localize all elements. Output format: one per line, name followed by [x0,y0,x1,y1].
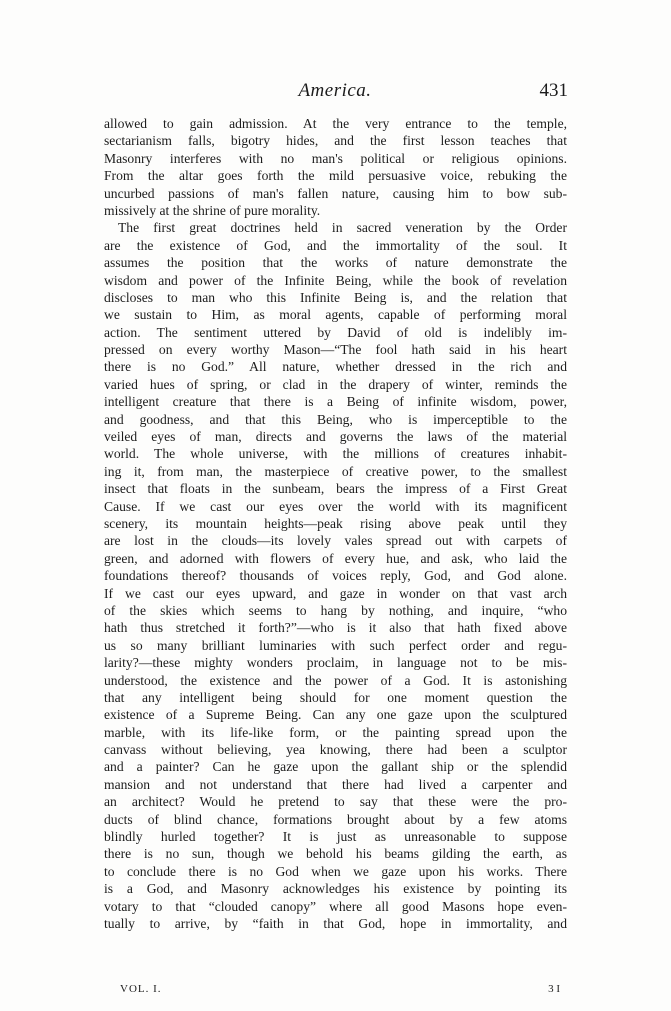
text-line: canvass without believing, yea knowing, there had been a sculptor [104,742,567,758]
text-line: are the existence of God, and the immortality of the soul. It [104,237,567,253]
text-line: Cause. If we cast our eyes over the world with its magnificent [104,498,567,514]
text-line: there is no sun, though we behold his beams gilding the earth, as [104,846,567,862]
text-line: varied hues of spring, or clad in the drapery of winter, reminds the [104,376,567,392]
text-line: there is no God.” All nature, whether dressed in the rich and [104,359,567,375]
text-line: pressed on every worthy Mason—“The fool hath said in his heart [104,342,567,358]
text-line: existence of a Supreme Being. Can any one gaze upon the sculptured [104,707,567,723]
text-line: foundations thereof? thousands of voices reply, God, and God alone. [104,568,567,584]
text-line: action. The sentiment uttered by David of old is indelibly im- [104,324,567,340]
text-line: sectarianism falls, bigotry hides, and the first lesson teaches that [104,133,567,149]
text-line: is a God, and Masonry acknowledges his existence by pointing its [104,881,567,897]
text-line: insect that floats in the sunbeam, bears the impress of a First Great [104,481,567,497]
text-line: to conclude there is no God when we gaze upon his works. There [104,863,567,879]
text-line: veiled eyes of man, directs and governs the laws of the material [104,429,567,445]
text-line: we sustain to Him, as moral agents, capable of performing moral [104,307,567,323]
text-line: intelligent creature that there is a Being of infinite wisdom, power, [104,394,567,410]
text-line: wisdom and power of the Infinite Being, while the book of revelation [104,272,567,288]
text-line: of the skies which seems to hang by nothing, and inquire, “who [104,602,567,618]
paragraph-start-line: The first great doctrines held in sacred veneration by the Order [118,220,567,236]
text-line: world. The whole universe, with the millions of creatures inhabit- [104,446,567,462]
text-line: hath thus stretched it forth?”—who is it also that hath fixed above [104,620,567,636]
running-title: America. [298,80,372,101]
text-line: are lost in the clouds—its lovely vales spread out with carpets of [104,533,567,549]
gathering-signature: 3 I [548,983,560,995]
text-line: blindly hurled together? It is just as unreasonable to suppose [104,829,567,845]
text-line: scenery, its mountain heights—peak rising above peak until they [104,515,567,531]
text-line: allowed to gain admission. At the very entrance to the temple, [104,116,567,131]
text-line: and goodness, and that this Being, who is imperceptible to the [104,411,567,427]
page-footer [120,983,560,1009]
running-head [100,80,570,106]
text-line: larity?—these mighty wonders proclaim, in language not to be mis- [104,655,567,671]
text-line: uncurbed passions of man's fallen nature, causing him to bow sub- [104,185,567,201]
text-line: From the altar goes forth the mild persuasive voice, rebuking the [104,168,567,184]
text-line: mansion and not understand that there had lived a carpenter and [104,776,567,792]
text-line: understood, the existence and the power of a God. It is astonishing [104,672,567,688]
text-line: ducts of blind chance, formations brought about by a few atoms [104,811,567,827]
text-line: an architect? Would he pretend to say that these were the pro- [104,794,567,810]
page-number: 431 [539,80,568,101]
text-line: green, and adorned with flowers of every hue, and ask, who laid the [104,550,567,566]
text-line: and a painter? Can he gaze upon the gallant ship or the splendid [104,759,567,775]
text-line: marble, with its life-like form, or the painting spread upon the [104,724,567,740]
text-line: votary to that “clouded canopy” where all good Masons hope even- [104,898,567,914]
text-line: Masonry interferes with no man's political or religious opinions. [104,150,567,166]
volume-signature: VOL. I. [120,983,162,995]
text-line: ing it, from man, the masterpiece of creative power, to the smallest [104,463,567,479]
text-line: that any intelligent being should for one moment question the [104,689,567,705]
text-line: missively at the shrine of pure morality. [104,202,321,218]
text-line: tually to arrive, by “faith in that God, hope in immortality, and [104,915,567,931]
text-line: assumes the position that the works of nature demonstrate the [104,255,567,271]
body-text [104,115,567,932]
text-line: us so many brilliant luminaries with such perfect order and regu- [104,637,567,653]
text-line: discloses to man who this Infinite Being is, and the relation that [104,289,567,305]
text-line: If we cast our eyes upward, and gaze in wonder on that vast arch [104,585,567,601]
